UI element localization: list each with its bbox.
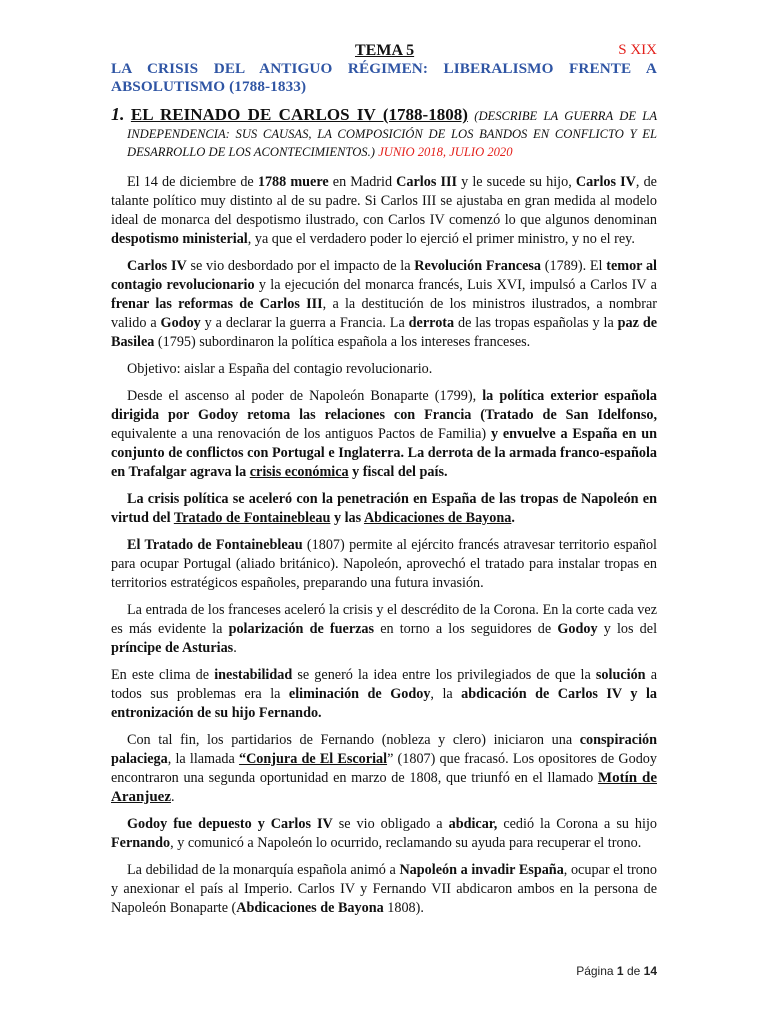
paragraph-1: El 14 de diciembre de 1788 muere en Madrid Carlos III y le sucede su hijo, Carlos IV, de talante político muy distinto al de su padre. Si Carlos III se ajustaba en gran medida al modelo ideal de monarca del despotismo ilustrado, con Carlos IV comenzó lo que algunos denominan despotismo ministerial, ya que el verdadero poder lo ejerció el primer ministro, y no el rey. xyxy=(111,174,657,247)
siglo-label: S XIX xyxy=(618,42,657,58)
paragraph-7: La entrada de los franceses aceleró la crisis y el descrédito de la Corona. En la corte cada vez es más evidente la polarización de fuerzas en torno a los seguidores de Godoy y los del príncipe de Asturias. xyxy=(111,602,658,656)
page-number: Página 1 de 14 xyxy=(576,964,657,978)
paragraph-2: Carlos IV se vio desbordado por el impacto de la Revolución Francesa (1789). El temor al contagio revolucionario y la ejecución del monarca francés, Luis XVI, impulsó a Carlos IV a frenar las reformas de Carlos III, a la destitución de los ministros ilustrados, a nombrar valido a Godoy y a declarar la guerra a Francia. La derrota de las tropas españolas y la paz de Basilea (1795) subordinaron la política española a los intereses franceses. xyxy=(111,258,658,350)
paragraph-3: Objetivo: aislar a España del contagio revolucionario. xyxy=(127,361,433,377)
tema-label: TEMA 5 xyxy=(355,42,415,59)
document-body xyxy=(111,173,657,918)
paragraph-5: La crisis política se aceleró con la penetración en España de las tropas de Napoleón en virtud del Tratado de Fontainebleau y las Abdicaciones de Bayona. xyxy=(111,491,657,526)
section-number: 1. xyxy=(111,104,125,124)
paragraph-6: El Tratado de Fontainebleau (1807) permite al ejército francés atravesar territorio español para ocupar Portugal (aliado británico). Napoleón, aprovechó el tratado para instalar tropas en territorios estratégicos españoles, preparando una futura invasión. xyxy=(111,537,657,591)
section-title: EL REINADO DE CARLOS IV (1788-1808) xyxy=(130,105,468,124)
paragraph-11: La debilidad de la monarquía española animó a Napoleón a invadir España, ocupar el trono y anexionar el país al Imperio. Carlos IV y Fernando VII abdicaron ambos en la persona de Napoleón Bonaparte (Abdicaciones de Bayona 1808). xyxy=(111,862,657,916)
page-header xyxy=(111,40,657,60)
paragraph-8: En este clima de inestabilidad se generó la idea entre los privilegiados de que la solución a todos sus problemas era la eliminación de Godoy, la abdicación de Carlos IV y la entronización de su hijo Fernando. xyxy=(111,667,657,721)
section-dates: JUNIO 2018, JULIO 2020 xyxy=(378,145,513,159)
paragraph-4: Desde el ascenso al poder de Napoleón Bonaparte (1799), la política exterior española dirigida por Godoy retoma las relaciones con Francia (Tratado de San Idelfonso, equivalente a una renovación de los antiguos Pactos de Familia) y envuelve a España en un conjunto de conflictos con Portugal e Inglaterra. La derrota de la armada franco-española en Trafalgar agrava la crisis económica y fiscal del país. xyxy=(111,388,657,480)
paragraph-10: Godoy fue depuesto y Carlos IV se vio obligado a abdicar, cedió la Corona a su hijo Fernando, y comunicó a Napoleón lo ocurrido, reclamando su ayuda para recuperar el trono. xyxy=(111,816,657,851)
section-heading xyxy=(111,106,657,161)
section-description: (DESCRIBE LA GUERRA DE LA INDEPENDENCIA: SUS CAUSAS, LA COMPOSICIÓN DE LOS BANDOS EN CONFLICTO Y EL DESARROLLO DE LOS ACONTECIMIENTOS.) xyxy=(127,109,658,159)
document-title: LA CRISIS DEL ANTIGUO RÉGIMEN: LIBERALISMO FRENTE A ABSOLUTISMO (1788-1833) xyxy=(111,60,657,95)
paragraph-9: Con tal fin, los partidarios de Fernando (nobleza y clero) iniciaron una conspiración palaciega, la llamada “Conjura de El Escorial” (1807) que fracasó. Los opositores de Godoy encontraron una segunda oportunidad en marzo de 1808, que triunfó en el llamado Motín de Aranjuez. xyxy=(111,732,657,805)
